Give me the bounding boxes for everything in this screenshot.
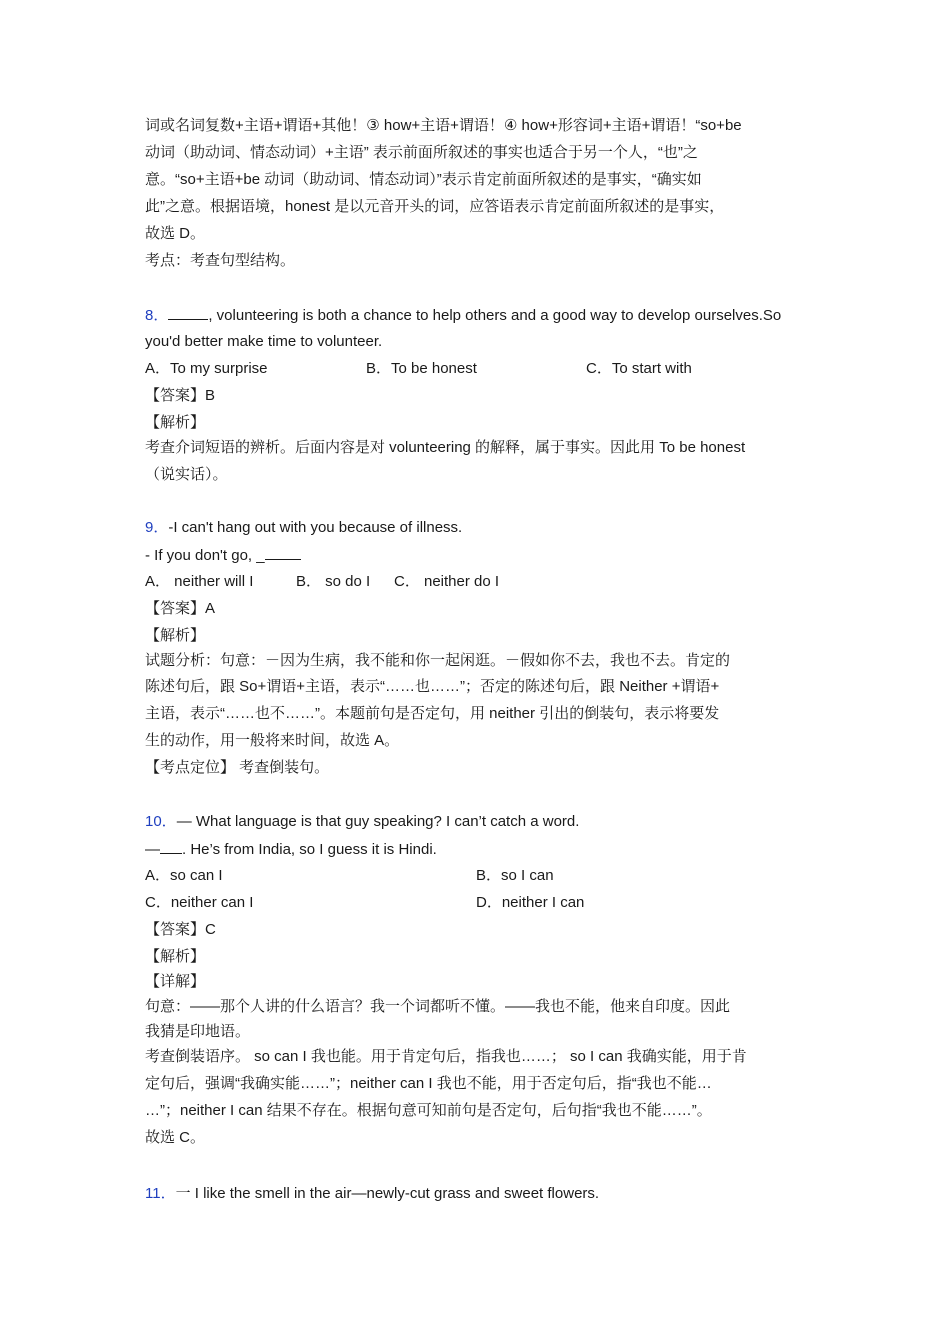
q9-explanation-line: 主语，表示“……也不……”。本题前句是否定句，用 neither 引出的倒装句，表示将要发 — [145, 705, 720, 722]
q9-option-c: C． neither do I — [394, 573, 500, 590]
q10-option-d: D．neither I can — [476, 894, 585, 911]
q10-number: 10． — [145, 813, 177, 830]
q8-option-a: A．To my surprise — [145, 360, 268, 377]
q10-answer: 【答案】C — [145, 921, 216, 938]
q9-stem — [145, 518, 462, 538]
q7-explanation-line: 动词（助动词、情态动词）+主语” 表示前面所叙述的事实也适合于另一个人，“也”之 — [145, 144, 698, 161]
q10-explanation-line: …”；neither I can 结果不存在。根据句意可知前句是否定句，后句指“我也不能……”。 — [145, 1102, 712, 1119]
q11-number: 11． — [145, 1185, 176, 1202]
q10-explanation-line: 我猜是印地语。 — [145, 1023, 251, 1040]
q10-explanation-line: 考查倒装语序。 so can I 我也能。用于肯定句后，指我也……； so I can 我确实能，用于肯 — [145, 1048, 747, 1065]
q10-stem — [145, 812, 579, 832]
q8-stem — [145, 305, 781, 326]
q8-answer: 【答案】B — [145, 387, 216, 404]
q8-stem-text: , volunteering is both a chance to help others and a good way to develop ourselves.So — [208, 307, 782, 324]
q7-explanation-line: 此”之意。根据语境，honest 是以元音开头的词，应答语表示肯定前面所叙述的是事实， — [145, 198, 725, 215]
q9-stem-text: -I can't hang out with you because of illness. — [168, 519, 463, 536]
q9-stem-line2 — [145, 545, 301, 566]
q8-analysis-label: 【解析】 — [145, 414, 206, 431]
q9-explanation-line: 生的动作，用一般将来时间，故选 A。 — [145, 732, 400, 749]
q8-explanation-line: 考查介词短语的辨析。后面内容是对 volunteering 的解释，属于事实。因此用 To be honest — [145, 439, 746, 456]
q10-option-b: B．so I can — [476, 867, 554, 884]
q9-analysis-label: 【解析】 — [145, 627, 206, 644]
q10-option-a: A．so can I — [145, 867, 223, 884]
q9-answer: 【答案】A — [145, 600, 216, 617]
q10-explanation-line: 定句后，强调“我确实能……”；neither can I 我也不能，用于否定句后，指“我也不能… — [145, 1075, 712, 1092]
q11-stem-text: 一 I like the smell in the air—newly-cut grass and sweet flowers. — [175, 1185, 600, 1202]
q10-analysis-label: 【解析】 — [145, 948, 206, 965]
q7-explanation-line: 故选 D。 — [145, 225, 206, 242]
q8-stem-line2: you'd better make time to volunteer. — [145, 333, 383, 350]
q9-option-b: B． so do I — [296, 573, 371, 590]
q10-explanation-line: 句意：——那个人讲的什么语言？我一个词都听不懂。——我也不能，他来自印度。因此 — [145, 998, 731, 1015]
q9-blank — [265, 545, 301, 560]
q10-stem-line2 — [145, 839, 437, 860]
q9-explanation-line: 陈述句后，跟 So+谓语+主语，表示“……也……”；否定的陈述句后，跟 Neither +谓语+ — [145, 678, 720, 695]
q9-option-a: A． neither will I — [145, 573, 254, 590]
q8-explanation-line: （说实话）。 — [145, 466, 228, 483]
q8-option-c: C．To start with — [586, 360, 692, 377]
q9-explanation-line: 试题分析：句意：－因为生病，我不能和你一起闲逛。－假如你不去，我也不去。肯定的 — [145, 652, 731, 669]
q10-dash: — — [145, 841, 160, 858]
q11-stem — [145, 1184, 599, 1204]
q9-stem-line2-text: - If you don't go, _ — [145, 547, 265, 564]
q8-number: 8． — [145, 307, 169, 324]
q9-key-point: 【考点定位】 考查倒装句。 — [145, 759, 330, 776]
q10-explanation-line: 故选 C。 — [145, 1129, 206, 1146]
q10-stem-line2-text: . He’s from India, so I guess it is Hindi. — [182, 841, 437, 858]
q9-number: 9． — [145, 519, 169, 536]
q8-blank — [168, 305, 208, 320]
q10-blank — [160, 839, 182, 854]
q7-explanation-line: 词或名词复数+主语+谓语+其他！③ how+主语+谓语！④ how+形容词+主语+谓语！“so+be — [145, 117, 742, 134]
q7-key-point: 考点：考查句型结构。 — [145, 252, 296, 269]
q7-explanation-line: 意。“so+主语+be 动词（助动词、情态动词）”表示肯定前面所叙述的是事实，“确实如 — [145, 171, 702, 188]
q10-detail-label: 【详解】 — [145, 973, 206, 990]
q10-stem-text: — What language is that guy speaking? I can’t catch a word. — [176, 813, 580, 830]
q10-option-c: C．neither can I — [145, 894, 254, 911]
q8-option-b: B．To be honest — [366, 360, 477, 377]
